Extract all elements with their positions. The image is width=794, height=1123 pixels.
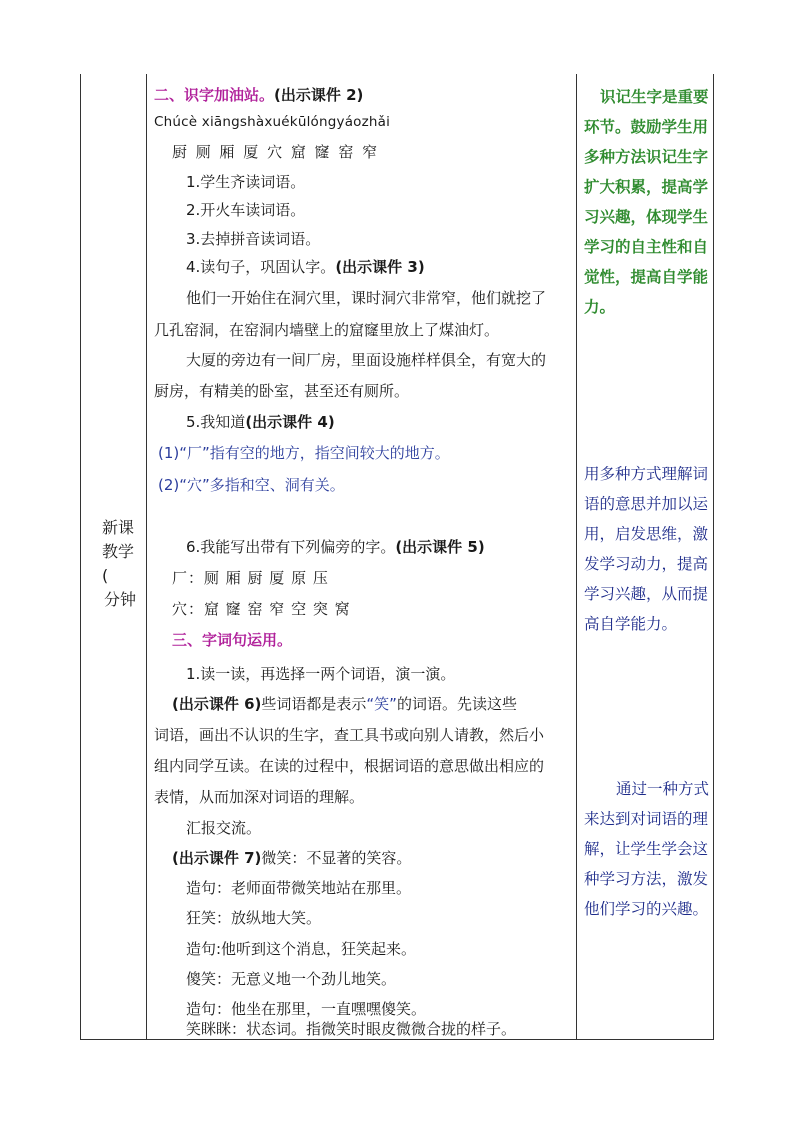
heading-word-sentence-use: 三、字词句运用。 <box>172 631 293 649</box>
sentence-3: 造句：他坐在那里，一直嘿嘿傻笑。 <box>186 1000 427 1018</box>
paragraph-2-line-1: 大厦的旁边有一间厂房，里面设施样样俱全，有宽大的 <box>186 351 547 369</box>
word-shaxiao: 傻笑：无意义地一个劲儿地笑。 <box>186 970 397 988</box>
side-note-line: 他们学习的兴趣。 <box>584 900 709 918</box>
pinyin-line: Chúcè xiāngshàxuékūlóngyáozhǎi <box>154 114 391 130</box>
side-note-understanding <box>584 459 712 639</box>
characters-row: 厨 厕 厢 厦 穴 窟 窿 窑 窄 <box>172 143 380 161</box>
section-label-line: 新课 <box>102 518 135 537</box>
courseware-6-line-1: (出示课件 6)些词语都是表示“笑”的词语。先读这些 <box>172 695 517 713</box>
radical-xue-row: 穴：窟 窿 窑 窄 空 突 窝 <box>172 600 351 618</box>
step-6: 6.我能写出带有下列偏旁的字。(出示课件 5) <box>186 538 485 556</box>
side-note-line: 力。 <box>584 298 616 316</box>
side-note-line: 通过一种方式 <box>616 780 710 798</box>
side-note-line: 语的意思并加以运 <box>584 495 709 513</box>
step-2: 2.开火车读词语。 <box>186 201 306 219</box>
side-note-line: 环节。鼓励学生用 <box>584 118 709 136</box>
side-note-line: 习兴趣，体现学生 <box>584 208 709 226</box>
section-label <box>102 516 142 612</box>
side-note-line: 扩大积累，提高学 <box>584 178 709 196</box>
heading-literacy-station: 二、识字加油站。(出示课件 2) <box>154 86 364 104</box>
side-note-method <box>584 774 712 924</box>
courseware-6-line-3: 组内同学互读。在读的过程中，根据词语的意思做出相应的 <box>154 757 545 775</box>
use-step-1: 1.读一读，再选择一两个词语，演一演。 <box>186 665 456 683</box>
side-note-line: 用，启发思维，激 <box>584 525 709 543</box>
courseware-6-line-2: 词语，画出不认识的生字，查工具书或向别人请教，然后小 <box>154 726 545 744</box>
paragraph-2-line-2: 厨房，有精美的卧室，甚至还有厕所。 <box>154 382 410 400</box>
side-note-line: 种学习方法，激发 <box>584 870 709 888</box>
sentence-1: 造句：老师面带微笑地站在那里。 <box>186 879 412 897</box>
section-label-line: 教学 <box>102 542 135 561</box>
side-note-line: 解，让学生学会这 <box>584 840 709 858</box>
side-note-literacy <box>584 82 712 322</box>
step-3: 3.去掉拼音读词语。 <box>186 230 321 248</box>
know-item-2: (2)“穴”多指和空、洞有关。 <box>158 476 345 494</box>
section-label-cell <box>80 74 146 1040</box>
side-note-line: 来达到对词语的理 <box>584 810 709 828</box>
courseware-7: (出示课件 7)微笑：不显著的笑容。 <box>172 849 412 867</box>
teaching-process-cell <box>146 74 576 1040</box>
lesson-table <box>80 74 714 1040</box>
paragraph-1-line-1: 他们一开始住在洞穴里，课时洞穴非常窄，他们就挖了 <box>186 289 547 307</box>
word-kuangxiao: 狂笑：放纵地大笑。 <box>186 909 322 927</box>
radical-chang-row: 厂：厕 厢 厨 厦 原 压 <box>172 569 329 587</box>
paragraph-1-line-2: 几孔窑洞，在窑洞内墙壁上的窟窿里放上了煤油灯。 <box>154 321 500 339</box>
side-note-line: 高自学能力。 <box>584 615 678 633</box>
step-1: 1.学生齐读词语。 <box>186 173 306 191</box>
word-xiaomimi: 笑眯眯：状态词。指微笑时眼皮微微合拢的样子。 <box>186 1020 517 1038</box>
side-note-line: 识记生字是重要 <box>600 88 709 106</box>
side-note-line: 学习的自主性和自 <box>584 238 709 256</box>
report-exchange: 汇报交流。 <box>186 819 262 837</box>
section-label-line: ( <box>102 566 109 585</box>
step-4: 4.读句子，巩固认字。(出示课件 3) <box>186 258 425 276</box>
step-5: 5.我知道(出示课件 4) <box>186 413 335 431</box>
section-label-line: 分钟 <box>104 590 137 609</box>
design-intent-cell <box>576 74 714 1040</box>
side-note-line: 学习兴趣，从而提 <box>584 585 709 603</box>
courseware-6-line-4: 表情，从而加深对词语的理解。 <box>154 788 365 806</box>
side-note-line: 觉性，提高自学能 <box>584 268 709 286</box>
side-note-line: 多种方法识记生字 <box>584 148 709 166</box>
side-note-line: 用多种方式理解词 <box>584 465 709 483</box>
sentence-2: 造句:他听到这个消息，狂笑起来。 <box>186 940 417 958</box>
know-item-1: (1)“厂”指有空的地方，指空间较大的地方。 <box>158 444 450 462</box>
side-note-line: 发学习动力，提高 <box>584 555 709 573</box>
